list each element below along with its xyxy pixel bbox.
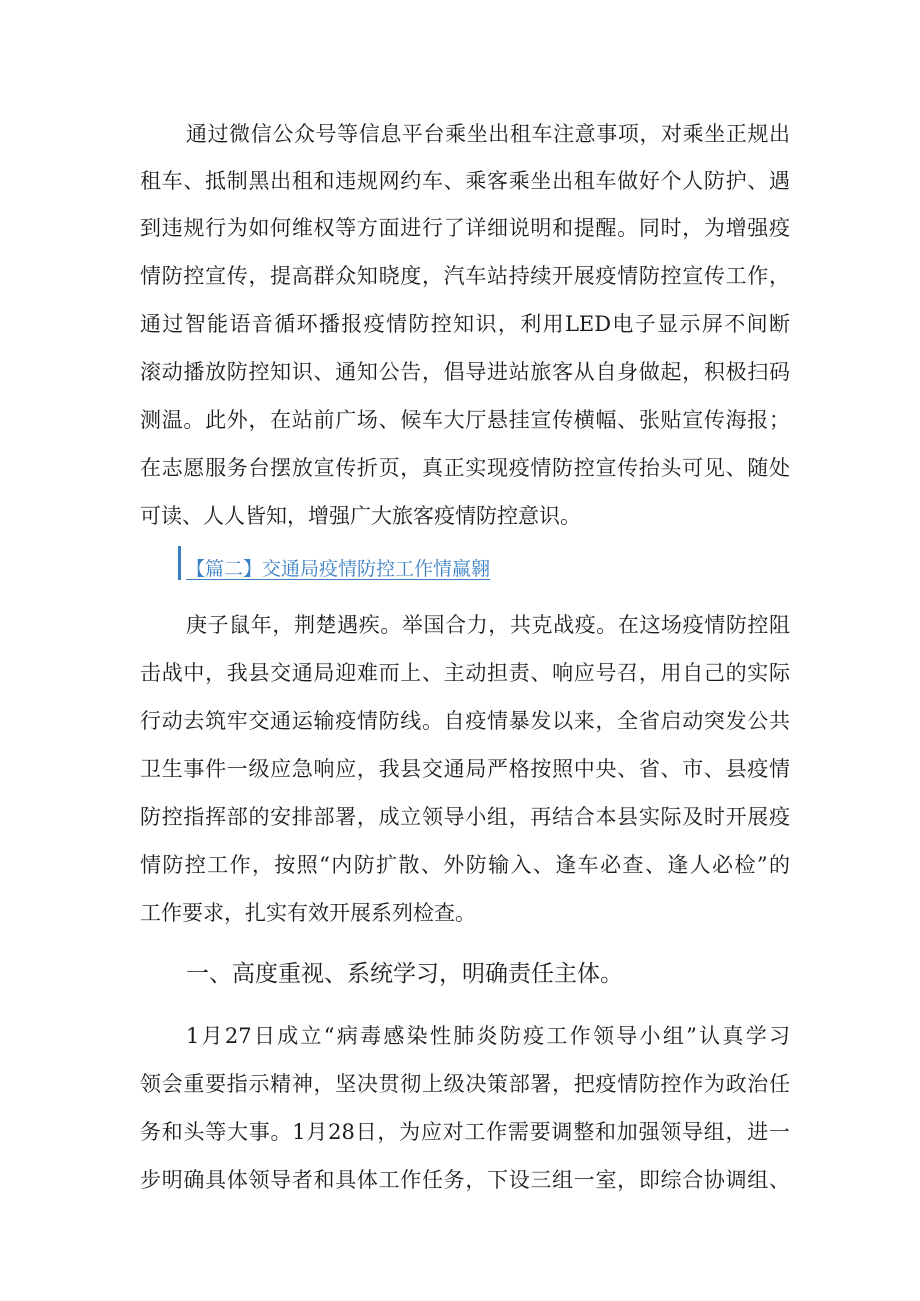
paragraph-line: 情防控工作，按照“内防扩散、外防输入、逢车必查、逢人必检”的 bbox=[140, 853, 790, 877]
paragraph-line: 步明确具体领导者和具体工作任务，下设三组一室，即综合协调组、 bbox=[140, 1168, 790, 1192]
chapter-heading-link[interactable] bbox=[178, 556, 490, 582]
paragraph-line: 租车、抵制黑出租和违规网约车、乘客乘坐出租车做好个人防护、遇 bbox=[140, 169, 790, 193]
paragraph-line: 通过智能语音循环播报疫情防控知识，利用LED电子显示屏不间断 bbox=[140, 312, 790, 336]
paragraph-line: 防控指挥部的安排部署，成立领导小组，再结合本县实际及时开展疫 bbox=[140, 805, 790, 829]
paragraph-line: 情防控宣传，提高群众知晓度，汽车站持续开展疫情防控宣传工作， bbox=[140, 264, 790, 288]
chapter-heading-text[interactable]: 【篇二】交通局疫情防控工作情赢翱 bbox=[186, 558, 491, 580]
heading-accent-bar bbox=[178, 546, 181, 580]
section-title: 一、高度重视、系统学习，明确责任主体。 bbox=[186, 961, 623, 987]
paragraph-line: 工作要求，扎实有效开展系列检查。 bbox=[140, 901, 476, 925]
paragraph-line: 到违规行为如何维权等方面进行了详细说明和提醒。同时，为增强疫 bbox=[140, 216, 790, 240]
paragraph-line: 行动去筑牢交通运输疫情防线。自疫情暴发以来，全省启动突发公共 bbox=[140, 709, 790, 733]
paragraph-line: 在志愿服务台摆放宣传折页，真正实现疫情防控宣传抬头可见、随处 bbox=[140, 456, 790, 480]
paragraph-line: 领会重要指示精神，坚决贯彻上级决策部署，把疫情防控作为政治任 bbox=[140, 1072, 790, 1096]
paragraph-line: 1月27日成立“病毒感染性肺炎防疫工作领导小组”认真学习 bbox=[186, 1024, 790, 1048]
paragraph-line: 通过微信公众号等信息平台乘坐出租车注意事项，对乘坐正规出 bbox=[186, 122, 790, 146]
paragraph-line: 务和头等大事。1月28日，为应对工作需要调整和加强领导组，进一 bbox=[140, 1120, 790, 1144]
paragraph-line: 滚动播放防控知识、通知公告，倡导进站旅客从自身做起，积极扫码 bbox=[140, 360, 790, 384]
paragraph-line: 卫生事件一级应急响应，我县交通局严格按照中央、省、市、县疫情 bbox=[140, 757, 790, 781]
paragraph-line: 测温。此外，在站前广场、候车大厅悬挂宣传横幅、张贴宣传海报； bbox=[140, 408, 790, 432]
paragraph-line: 庚子鼠年，荆楚遇疾。举国合力，共克战疫。在这场疫情防控阻 bbox=[186, 613, 790, 637]
paragraph-line: 可读、人人皆知，增强广大旅客疫情防控意识。 bbox=[140, 504, 581, 528]
paragraph-line: 击战中，我县交通局迎难而上、主动担责、响应号召，用自己的实际 bbox=[140, 661, 790, 685]
